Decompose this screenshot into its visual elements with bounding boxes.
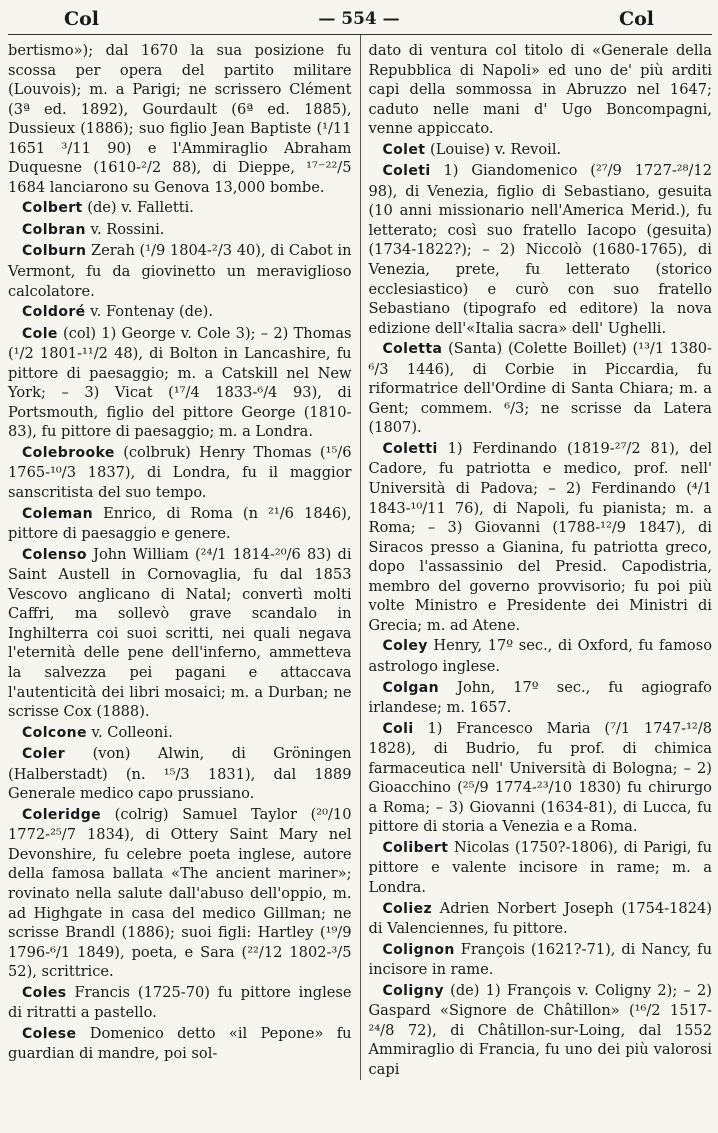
entry-headword: Coles: [22, 984, 67, 1001]
entry-text: (von) Alwin, di Gröningen (Halberstadt) (n. ¹⁵/3 1831), dal 1889 Generale medico capo prussiano.: [8, 745, 352, 803]
dictionary-entry: [8, 744, 352, 804]
dictionary-entry: [8, 1024, 352, 1064]
entry-headword: Colenso: [22, 546, 87, 563]
entry-text: (de) v. Falletti.: [87, 199, 194, 217]
entry-text: Francis (1725-70) fu pittore inglese di ritratti a pastello.: [8, 983, 352, 1022]
dictionary-entry: [368, 339, 712, 438]
dictionary-entry: [368, 940, 712, 980]
entry-text: 1) Francesco Maria (⁷/1 1747-¹²/8 1828), di Budrio, fu prof. di chimica farmaceutica nell' Università di Bologna; – 2) Gioacchino (²⁵/9 1774-²³/10 1830) fu chirurgo a Roma; – 3) Giovanni (1634-81), di Lucca, fu pittore di storia a Venezia e a Roma.: [368, 719, 712, 836]
dictionary-entry: [8, 324, 352, 442]
entry-headword: Colebrooke: [22, 444, 115, 461]
entry-text: François (1621?-71), di Nancy, fu incisore in rame.: [368, 940, 712, 979]
entry-headword: Colignon: [382, 941, 455, 958]
entry-text: Zerah (¹/9 1804-²/3 40), di Cabot in Vermont, fu da giovinetto un meraviglioso calcolatore.: [8, 242, 352, 300]
dictionary-entry: [8, 723, 352, 744]
dictionary-entry: [368, 981, 712, 1080]
dictionary-entry: [368, 719, 712, 837]
entry-text: Henry, 17º sec., di Oxford, fu famoso astrologo inglese.: [368, 637, 712, 675]
two-column-body: [8, 41, 712, 1080]
dictionary-entry: [368, 678, 712, 718]
entry-text: (colbruk) Henry Thomas (¹⁵/6 1765-¹⁰/3 1837), di Londra, fu il maggior sanscritista del suo tempo.: [8, 443, 352, 502]
entry-text: (col) 1) George v. Cole 3); – 2) Thomas (¹/2 1801-¹¹/2 48), di Bolton in Lancashire, fu pittore di paesaggio; m. a Catskill nel New York; – 3) Vicat (¹⁷/4 1833-⁶/4 93), di Portsmouth, figlio del pittore George (1810-83), fu pittore di paesaggio; m. a Londra.: [8, 324, 352, 441]
entry-headword: Coli: [382, 720, 414, 737]
entry-text: (de) 1) François v. Coligny 2); – 2) Gaspard «Signore de Châtillon» (¹⁶/2 1517-²⁴/8 72), di Châtillon-sur-Loing, dal 1552 Ammiraglio di Francia, fu uno dei più valorosi capi: [368, 981, 712, 1078]
entry-text: dato di ventura col titolo di «Generale della Repubblica di Napoli» ed uno de' più arditi capi della sommossa in Abruzzo nel 1647; caduto nelle mani d' Ugo Boncompagni, venne appiccato.: [368, 42, 712, 138]
dictionary-entry: [8, 198, 352, 219]
entry-text: v. Fontenay (de).: [90, 303, 213, 321]
entry-headword: Colburn: [22, 243, 87, 260]
entry-headword: Coleridge: [22, 806, 102, 823]
entry-text: v. Rossini.: [90, 220, 165, 238]
entry-headword: Colbert: [22, 200, 83, 217]
entry-headword: Colibert: [382, 839, 449, 856]
entry-headword: Coleti: [382, 163, 431, 180]
entry-headword: Colet: [382, 141, 426, 158]
page-number: — 554 —: [318, 9, 400, 29]
dictionary-entry: [368, 636, 712, 676]
entry-headword: Coley: [382, 638, 428, 655]
entry-text: John William (²⁴/1 1814-²⁰/6 83) di Saint Austell in Cornovaglia, fu dal 1853 Vescovo anglicano di Natal; convertì molti Caffri, ma sollevò grave scandalo in Inghilterra coi suoi scritti, nei quali negava l'eternità delle pene dell'inferno, ammetteva la salvezza pei pagani e attaccava l'autenticità dei libri mosaici; m. a Durban; ne scrisse Cox (1888).: [8, 545, 352, 721]
left-column: [8, 41, 352, 1080]
dictionary-entry: [368, 41, 712, 139]
dictionary-entry: [8, 805, 352, 982]
entry-text: (Santa) (Colette Boillet) (¹³/1 1380-⁶/3 1446), di Corbie in Piccardia, fu riformatrice dell'Ordine di Santa Chiara; m. a Gent; commem. ⁶/3; ne scrisse da Latera (1807).: [368, 340, 712, 437]
running-header: [8, 4, 712, 35]
entry-text: v. Colleoni.: [91, 723, 173, 741]
entry-headword: Cole: [22, 325, 58, 342]
header-left-keyword: Col: [64, 8, 100, 30]
entry-text: Nicolas (1750?-1806), di Parigi, fu pittore e valente incisore in rame; m. a Londra.: [368, 838, 712, 896]
entry-headword: Coletta: [382, 341, 443, 358]
entry-headword: Colgan: [382, 679, 440, 696]
entry-text: Enrico, di Roma (n ²¹/6 1846), pittore di paesaggio e genere.: [8, 504, 352, 543]
dictionary-entry: [8, 41, 352, 197]
entry-text: 1) Ferdinando (1819-²⁷/2 81), del Cadore, fu patriotta e medico, prof. nell' Università di Padova; – 2) Ferdinando (⁴/1 1843-¹⁰/11 76), di Napoli, fu pianista; m. a Roma; – 3) Giovanni (1788-¹²/9 1847), di Siracos presso a Gianina, fu patriotta greco, dopo l'assassinio del Presid. Capodistria, membro del governo provvisorio; fu poi più volte Ministro e Presidente dei Ministri di Grecia; m. ad Atene.: [368, 439, 712, 634]
entry-text: Adrien Norbert Joseph (1754-1824) di Valenciennes, fu pittore.: [368, 899, 712, 938]
right-column: [368, 41, 712, 1080]
dictionary-entry: [8, 443, 352, 503]
dictionary-entry: [8, 983, 352, 1023]
dictionary-entry: [368, 838, 712, 898]
dictionary-entry: [8, 545, 352, 722]
entry-text: John, 17º sec., fu agiografo irlandese; m. 1657.: [368, 678, 712, 717]
dictionary-entry: [8, 220, 352, 241]
entry-headword: Colese: [22, 1025, 77, 1042]
entry-headword: Coleman: [22, 505, 93, 522]
entry-text: Domenico detto «il Pepone» fu guardian di mandre, poi sol-: [8, 1024, 352, 1063]
entry-headword: Coliez: [382, 900, 433, 917]
dictionary-entry: [368, 439, 712, 635]
header-right-keyword: Col: [618, 8, 654, 30]
entry-text: (colrig) Samuel Taylor (²⁰/10 1772-²⁵/7 1834), di Ottery Saint Mary nel Devonshire, fu celebre poeta inglese, autore della famosa ballata «The ancient mariner»; rovinato nella salute dall'abuso dell'oppio, m. ad Highgate in casa del medico Gillman; ne scrisse Brandl (1886); suoi figli: Hartley (¹⁹/9 1796-⁶/1 1849), poeta, e Sara (²²/12 1802-³/5 52), scrittrice.: [8, 805, 352, 981]
dictionary-entry: [368, 899, 712, 939]
entry-headword: Coligny: [382, 982, 444, 999]
entry-text: 1) Giandomenico (²⁷/9 1727-²⁸/12 98), di Venezia, figlio di Sebastiano, gesuita (10 anni missionario nell'America Merid.), fu letterato; così suo fratello Iacopo (gesuita) (1734-1822?); – 2) Niccolò (1680-1765), di Venezia, prete, fu letterato (storico ecclesiastico) e curò con suo fratello Sebastiano (tipografo ed editore) la nova edizione dell'«Italia sacra» dell' Ughelli.: [368, 162, 712, 337]
column-divider: [360, 35, 361, 1080]
entry-headword: Colbran: [22, 221, 86, 238]
entry-headword: Coletti: [382, 440, 438, 457]
dictionary-entry: [368, 161, 712, 338]
dictionary-entry: [8, 241, 352, 301]
entry-text: bertismo»); dal 1670 la sua posizione fu scossa per opera del partito militare (Louvois); m. a Parigi; ne scrissero Clément (3ª ed. 1892), Gourdault (6ª ed. 1885), Dussieux (1886); suo figlio Jean Baptiste (¹/11 1651 ³/11 90) e l'Ammiraglio Abraham Duquesne (1610-²/2 88), di Dieppe, ¹⁷⁻²²/5 1684 lanciarono su Genova 13,000 bombe.: [8, 42, 352, 196]
entry-headword: Coldoré: [22, 304, 86, 321]
dictionary-entry: [368, 140, 712, 161]
dictionary-entry: [8, 504, 352, 544]
dictionary-entry: [8, 302, 352, 323]
entry-headword: Colcone: [22, 724, 87, 741]
entry-text: (Louise) v. Revoil.: [430, 140, 562, 158]
entry-headword: Coler: [22, 746, 66, 763]
